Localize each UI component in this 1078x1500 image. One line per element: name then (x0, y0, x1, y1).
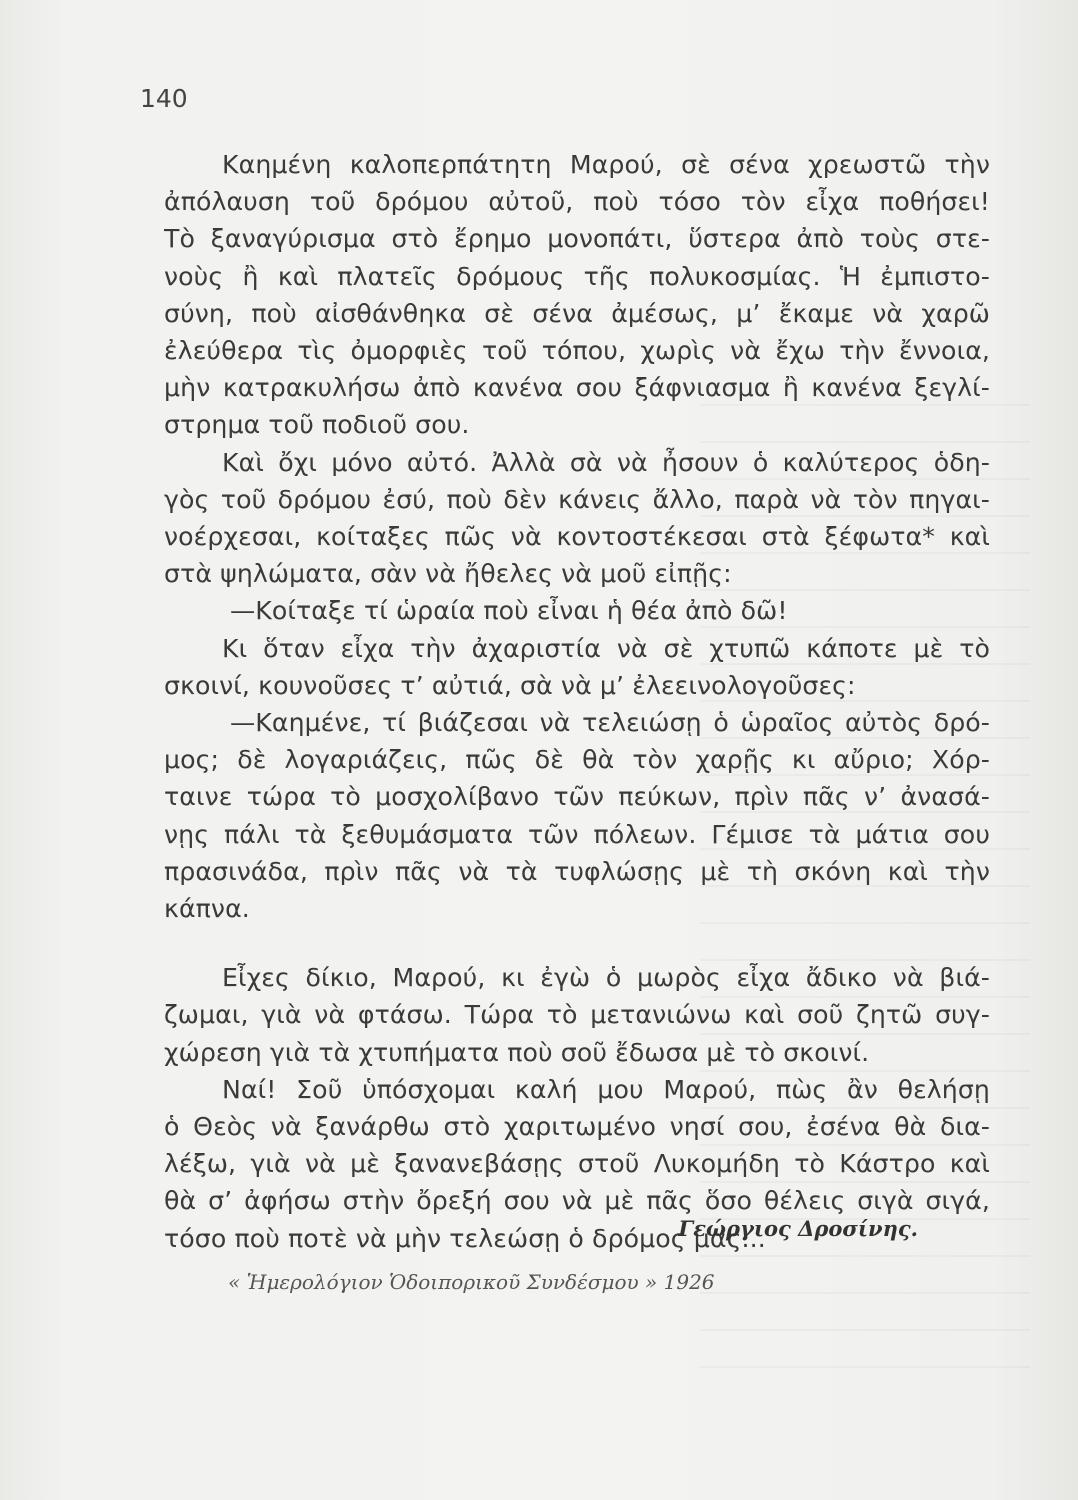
dialogue-line: —Κοίταξε τί ὡραία ποὺ εἶναι ἡ θέα ἀπὸ δῶ! (230, 596, 788, 626)
text-line: μος; δὲ λογαριάζεις, πῶς δὲ θὰ τὸν χαρῇς κι αὔριο; Χόρ- (164, 745, 990, 775)
text-line: πρασινάδα, πρὶν πᾶς νὰ τὰ τυφλώσῃς μὲ τὴ σκόνη καὶ τὴν (164, 856, 990, 886)
text-line: ἐλεύθερα τὶς ὀμορφιὲς τοῦ τόπου, χωρὶς νὰ ἔχω τὴν ἔννοια, (164, 336, 990, 366)
text-line: Καημένη καλοπερπάτητη Μαρού, σὲ σένα χρεωστῶ τὴν (222, 150, 990, 179)
page-number: 140 (140, 84, 188, 113)
text-line: κάπνα. (164, 894, 250, 924)
text-line: χώρεση γιὰ τὰ χτυπήματα ποὺ σοῦ ἔδωσα μὲ τὸ σκοινί. (164, 1037, 870, 1067)
text-line: νοὺς ἢ καὶ πλατεῖς δρόμους τῆς πολυκοσμίας. Ἡ ἐμπιστο- (164, 261, 990, 291)
text-line: ἀπόλαυση τοῦ δρόμου αὐτοῦ, ποὺ τόσο τὸν εἶχα ποθήσει! (164, 187, 990, 217)
text-line: Καὶ ὄχι μόνο αὐτό. Ἀλλὰ σὰ νὰ ἦσουν ὁ καλύτερος ὁδη- (222, 447, 990, 477)
text-line: γὸς τοῦ δρόμου ἐσύ, ποὺ δὲν κάνεις ἄλλο, παρὰ νὰ τὸν πηγαι- (164, 484, 990, 514)
text-line: στρημα τοῦ ποδιοῦ σου. (164, 410, 470, 440)
text-line: ζωμαι, γιὰ νὰ φτάσω. Τώρα τὸ μετανιώνω καὶ σοῦ ζητῶ συγ- (164, 1000, 990, 1030)
text-line: σύνη, ποὺ αἰσθάνθηκα σὲ σένα ἀμέσως, μ’ ἔκαμε νὰ χαρῶ (164, 298, 990, 328)
section-gap (164, 927, 990, 959)
text-line: ὁ Θεὸς νὰ ξανάρθω στὸ χαριτωμένο νησί σου, ἐσένα θὰ δια- (164, 1112, 990, 1142)
source-citation: « Ἡμερολόγιον Ὁδοιπορικοῦ Συνδέσμου » 1926 (228, 1270, 715, 1294)
body-text (164, 146, 990, 1257)
text-line: νῃς πάλι τὰ ξεθυμάσματα τῶν πόλεων. Γέμισε τὰ μάτια σου (164, 819, 990, 849)
author-signature: Γεώργιος Δροσίνης. (678, 1216, 918, 1241)
text-line: θὰ σ’ ἀφήσω στὴν ὄρεξή σου νὰ μὲ πᾶς ὅσο θέλεις σιγὰ σιγά, (164, 1186, 990, 1216)
text-line: ταινε τώρα τὸ μοσχολίβανο τῶν πεύκων, πρὶν πᾶς ν’ ἀνασά- (164, 782, 990, 812)
text-line: Εἶχες δίκιο, Μαρού, κι ἐγὼ ὁ μωρὸς εἶχα ἄδικο νὰ βιά- (222, 963, 990, 993)
text-line: Ναί! Σοῦ ὑπόσχομαι καλή μου Μαρού, πὼς ἂν θελήσῃ (222, 1074, 990, 1104)
text-line: Τὸ ξαναγύρισμα στὸ ἔρημο μονοπάτι, ὕστερα ἀπὸ τοὺς στε- (164, 224, 990, 254)
text-line: στὰ ψηλώματα, σὰν νὰ ἤθελες νὰ μοῦ εἰπῇς: (164, 559, 732, 589)
text-line: τόσο ποὺ ποτὲ νὰ μὴν τελεώσῃ ὁ δρόμος μας... (164, 1223, 766, 1253)
dialogue-line: —Καημένε, τί βιάζεσαι νὰ τελειώσῃ ὁ ὡραῖος αὐτὸς δρό- (230, 708, 990, 738)
text-line: λέξω, γιὰ νὰ μὲ ξανανεβάσῃς στοῦ Λυκομήδη τὸ Κάστρο καὶ (164, 1149, 990, 1179)
text-line: μὴν κατρακυλήσω ἀπὸ κανένα σου ξάφνιασμα ἢ κανένα ξεγλί- (164, 373, 990, 403)
text-line: νοέρχεσαι, κοίταξες πῶς νὰ κοντοστέκεσαι στὰ ξέφωτα* καὶ (164, 522, 990, 552)
text-line: σκοινί, κουνοῦσες τ’ αὐτιά, σὰ νὰ μ’ ἐλεεινολογοῦσες: (164, 670, 856, 700)
text-line: Κι ὅταν εἶχα τὴν ἀχαριστία νὰ σὲ χτυπῶ κάποτε μὲ τὸ (222, 633, 990, 663)
